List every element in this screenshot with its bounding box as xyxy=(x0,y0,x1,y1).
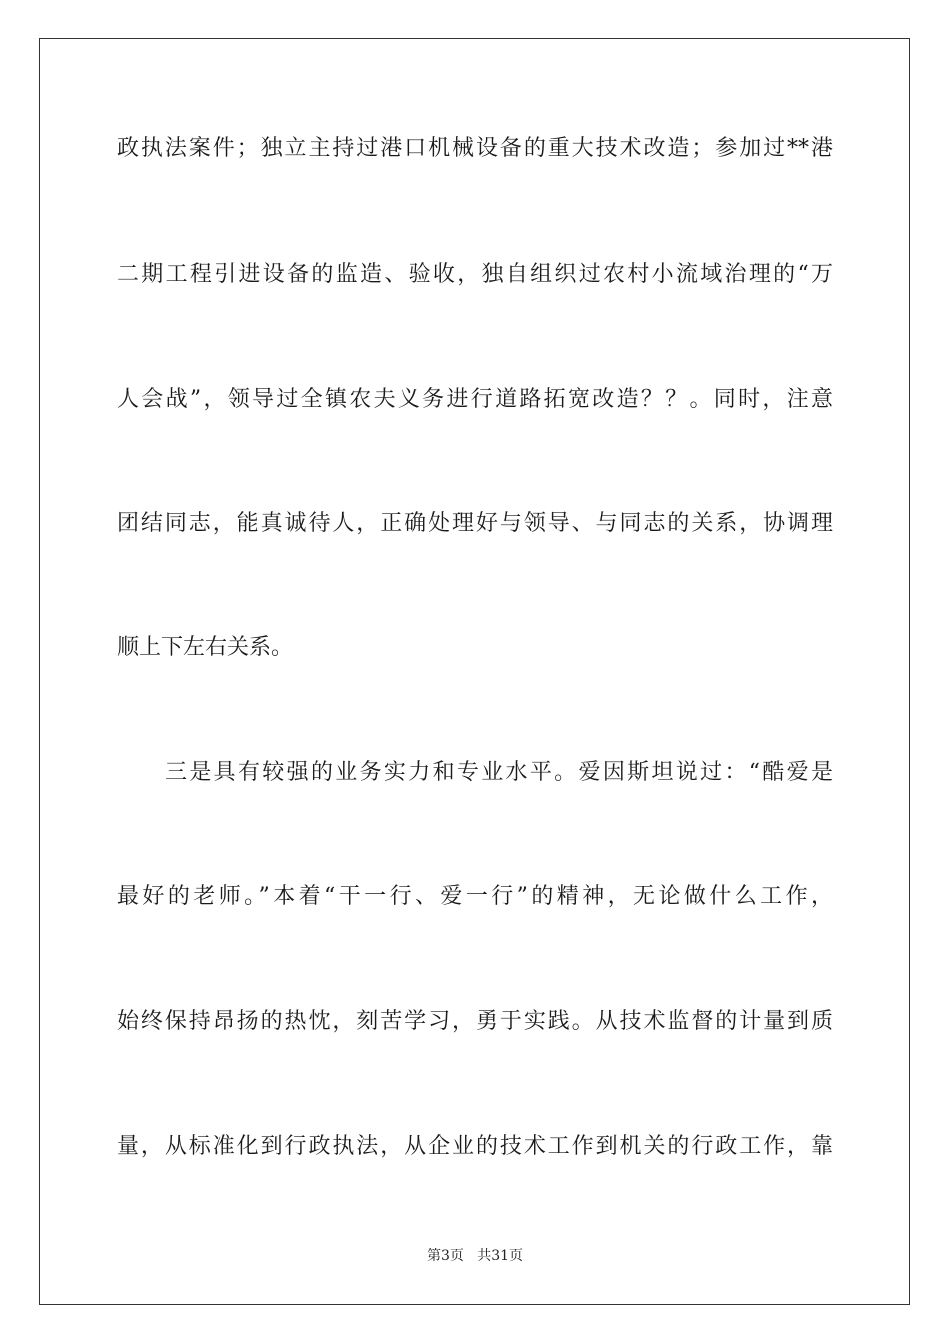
body-text-line: 政执法案件；独立主持过港口机械设备的重大技术改造；参加过**港 xyxy=(117,136,833,161)
body-text-line: 最好的老师。”本着“干一行、爱一行”的精神，无论做什么工作， xyxy=(117,884,833,909)
page-border xyxy=(39,38,910,1305)
body-text-line: 顺上下左右关系。 xyxy=(117,635,294,660)
body-text-line: 始终保持昂扬的热忱，刻苦学习，勇于实践。从技术监督的计量到质 xyxy=(117,1009,833,1034)
body-text-line: 二期工程引进设备的监造、验收，独自组织过农村小流域治理的“万 xyxy=(117,262,833,287)
paragraph-first-line: 三是具有较强的业务实力和专业水平。爱因斯坦说过：“酷爱是 xyxy=(165,760,833,785)
body-text-line: 团结同志，能真诚待人，正确处理好与领导、与同志的关系，协调理 xyxy=(117,511,833,536)
page-number-footer: 第3页 共31页 xyxy=(426,1248,524,1264)
body-text-line: 人会战”，领导过全镇农夫义务进行道路拓宽改造？？。同时，注意 xyxy=(117,387,833,412)
body-text-line: 量，从标准化到行政执法，从企业的技术工作到机关的行政工作，靠 xyxy=(117,1134,833,1159)
